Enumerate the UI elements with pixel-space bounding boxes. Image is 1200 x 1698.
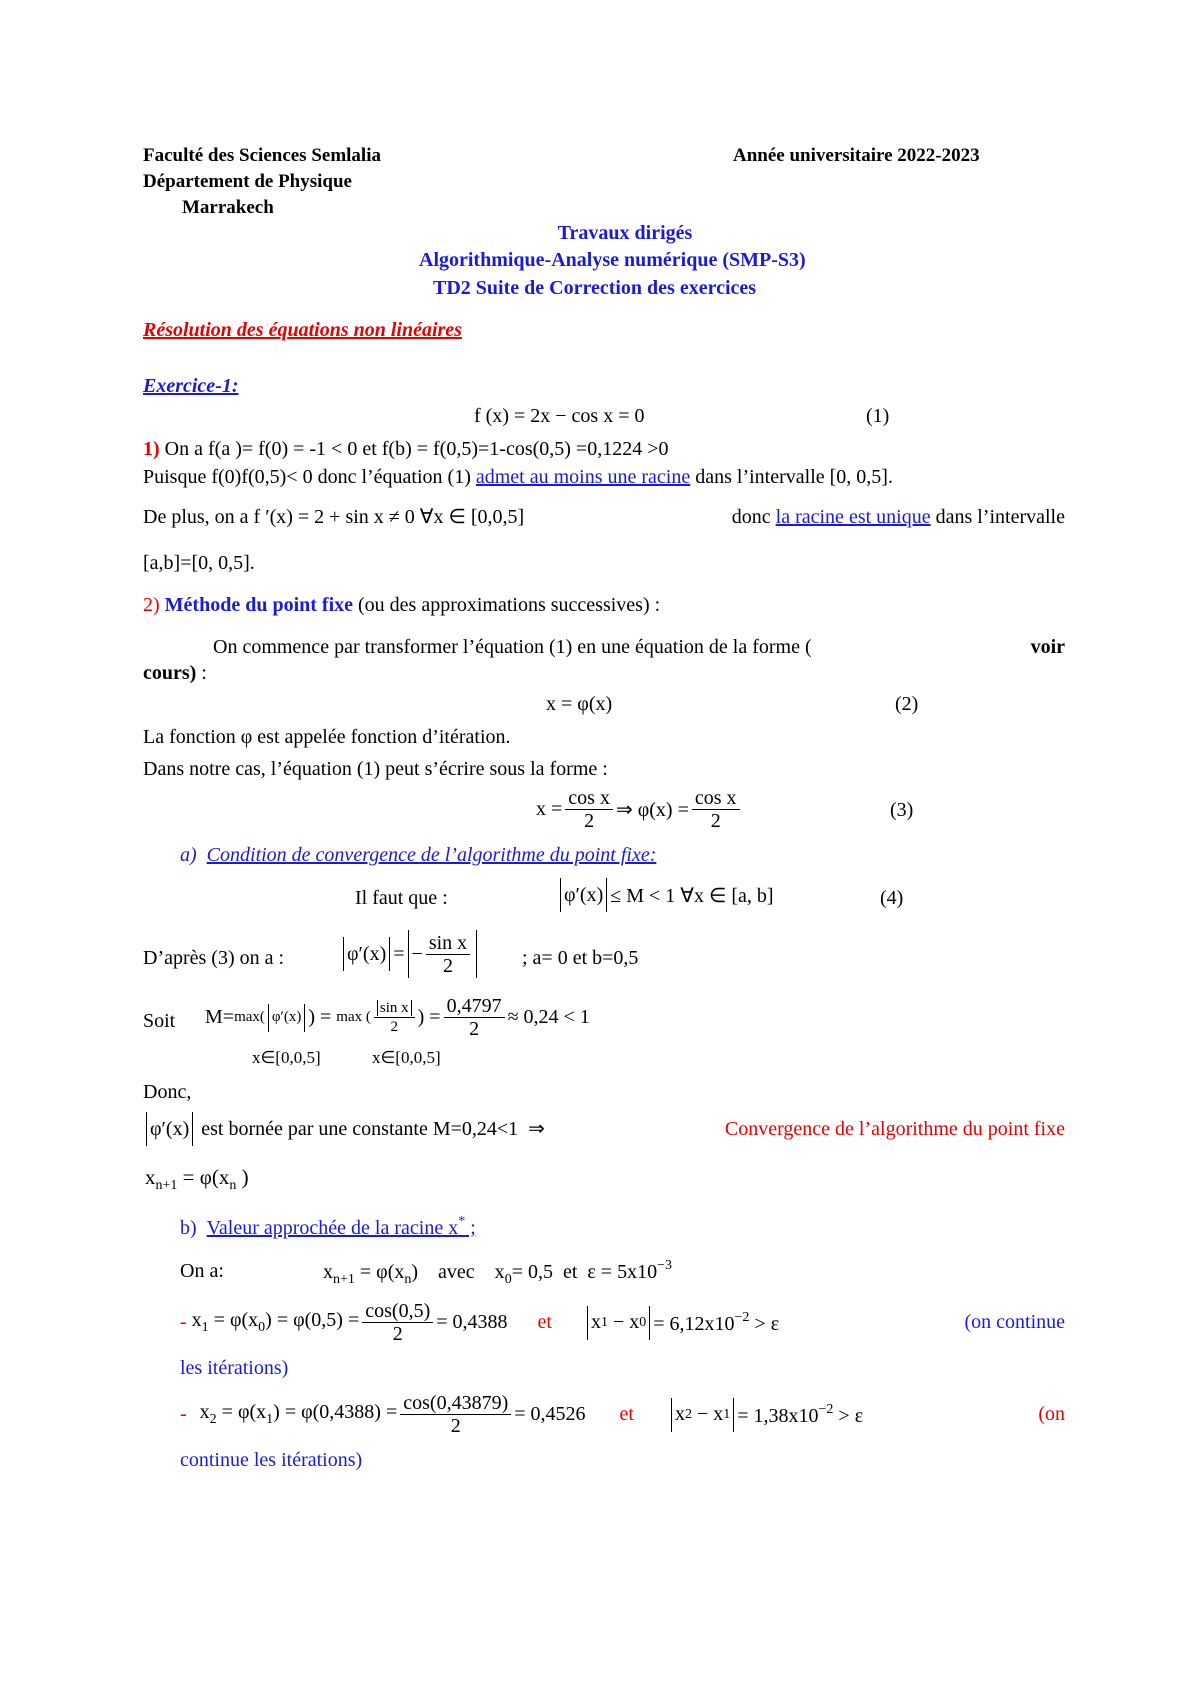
x1-abs-m: − x (607, 1311, 640, 1333)
q2-intro-text: On commence par transformer l’équation (1) en une équation de la forme ( (213, 636, 812, 658)
x1-eq: ) = φ(0,5) = (265, 1309, 360, 1331)
x1-exp: −2 (734, 1309, 750, 1325)
eq3-num-1: cos x (565, 787, 613, 810)
department-name: Département de Physique (143, 171, 352, 192)
qa-heading (180, 843, 1102, 867)
city-name: Marrakech (182, 197, 274, 218)
title-td: Travaux dirigés (557, 222, 693, 244)
soit-inner: φ′(x) (271, 1009, 302, 1025)
ona-mid: = φ(x (354, 1261, 405, 1283)
q2-intro2 (143, 661, 1065, 685)
soit-frac-den: 2 (390, 1019, 398, 1035)
soit-val-den: 2 (469, 1018, 480, 1040)
x1-note: (on continue (964, 1311, 1065, 1333)
qb-title-group (206, 1214, 476, 1239)
borne-line (143, 1112, 1065, 1146)
q1-label: 1) (143, 438, 160, 460)
q2-intro-voir: voir (1030, 636, 1065, 658)
qb-title-end: ; (465, 1217, 476, 1239)
ona-end: ) avec x (411, 1261, 505, 1283)
iter-sub2: n (229, 1178, 237, 1193)
q1-text: On a f(a )= f(0) = -1 < 0 et f(b) = f(0,5)=1-cos(0,5) =0,1224 >0 (159, 438, 669, 460)
x2-sub: 2 (209, 1412, 217, 1427)
x1-res: = 6,12x10 (653, 1312, 735, 1335)
soit-close: ) = (308, 1006, 332, 1028)
condition-4-number: (4) (880, 887, 904, 909)
q2-case: Dans notre cas, l’équation (1) peut s’écrire sous la forme : (143, 758, 608, 780)
equation-3 (536, 787, 743, 832)
equation-1: f (x) = 2x − cos x = 0 (474, 405, 645, 427)
dapres-minus: − (411, 942, 423, 965)
ona-sub3: 0 (504, 1272, 512, 1287)
eq3-den-2: 2 (710, 810, 721, 832)
q1-p2 (143, 465, 1065, 489)
equation-2-number: (2) (895, 693, 919, 715)
qa-title: Condition de convergence de l’algorithme du point fixe: (206, 844, 657, 866)
x1-abs-a: x (590, 1311, 601, 1333)
borne-inner: φ′(x) (150, 1118, 190, 1140)
equation-3-number: (3) (890, 799, 914, 821)
x1-line (180, 1300, 1065, 1345)
borne-red: Convergence de l’algorithme du point fixe (724, 1118, 1065, 1140)
ona-x: x (323, 1261, 333, 1283)
qb-title: Valeur approchée de la racine x (206, 1217, 459, 1239)
donc-label: Donc, (143, 1081, 192, 1103)
soit-label: Soit (143, 1010, 176, 1032)
soit-frac-num: sin x (377, 1000, 412, 1016)
eq3-frac-1 (565, 787, 613, 832)
eq3-mid: ⇒ φ(x) = (615, 799, 689, 821)
x2-abs-m: − x (691, 1403, 724, 1425)
x2-val: = 0,4526 (514, 1403, 586, 1425)
soit-formula (205, 995, 590, 1040)
q1-p3-formula: De plus, on a f ′(x) = 2 + sin x ≠ 0 ∀x ∈ [0,0,5] (143, 506, 525, 528)
qb-label: b) (180, 1217, 197, 1239)
x2-abs-sub2: 2 (684, 1406, 692, 1422)
qa-label: a) (180, 844, 197, 866)
q1-p3-donc: donc (731, 506, 776, 528)
soit-approx: ≈ 0,24 < 1 (507, 1006, 590, 1028)
ona-formula (323, 1258, 672, 1288)
iter-end: ) (236, 1165, 249, 1189)
x2-gt: > ε (833, 1404, 864, 1427)
dapres-inner: φ′(x) (347, 942, 387, 965)
q1-p2-text: Puisque f(0)f(0,5)< 0 donc l’équation (1) (143, 466, 476, 488)
x2-lhs: x (199, 1401, 210, 1423)
q2-definition: La fonction φ est appelée fonction d’itération. (143, 726, 511, 748)
x2-line (180, 1392, 1065, 1437)
section-heading: Résolution des équations non linéaires (143, 319, 462, 341)
qb-title-sup: * (458, 1214, 466, 1229)
x2-note: (on (1038, 1403, 1065, 1425)
x1-sub: 1 (201, 1320, 209, 1335)
title-course: Algorithmique-Analyse numérique (SMP-S3) (419, 249, 806, 271)
soit-val-num: 0,4797 (444, 995, 505, 1018)
iteration-formula (145, 1165, 249, 1194)
x2-eq: ) = φ(0,4388) = (273, 1401, 398, 1423)
x1-note-2: les itérations) (180, 1357, 289, 1379)
cond-inner: φ′(x) (564, 883, 604, 906)
q2-intro1 (213, 635, 1065, 659)
equation-2: x = φ(x) (546, 693, 613, 715)
ona-label: On a: (180, 1260, 224, 1282)
q2-rest: (ou des approximations successives) : (353, 594, 661, 616)
q1-line (143, 437, 1065, 461)
x2-sub1: 1 (266, 1412, 274, 1427)
dapres-label: D’après (3) on a : (143, 947, 285, 969)
ona-exp: −3 (657, 1258, 672, 1273)
dapres-formula (340, 930, 480, 978)
iter-x: x (145, 1165, 156, 1189)
soit-under-2: x∈[0,0,5] (372, 1048, 441, 1067)
x1-abs-sub0: 0 (639, 1314, 647, 1330)
dapres-den: 2 (442, 954, 453, 977)
ona-val: = 0,5 et ε = 5x10 (511, 1261, 658, 1283)
x1-et: et (537, 1311, 552, 1333)
equation-1-number: (1) (866, 405, 890, 427)
x1-den: 2 (392, 1323, 403, 1345)
x2-dash: - (180, 1403, 192, 1425)
soit-under-1: x∈[0,0,5] (252, 1048, 321, 1067)
x1-val: = 0,4388 (436, 1311, 508, 1333)
dapres-tail: ; a= 0 et b=0,5 (522, 947, 639, 969)
ona-sub2: n (404, 1272, 412, 1287)
q2-intro-cours: cours) (143, 662, 197, 684)
q1-link-unique: la racine est unique (775, 506, 931, 528)
iter-mid: = φ(x (177, 1165, 230, 1189)
qb-heading (180, 1210, 1102, 1240)
x1-mid: = φ(x (208, 1309, 259, 1331)
x2-den: 2 (450, 1415, 461, 1437)
x2-num: cos(0,43879) (400, 1392, 511, 1415)
ona-sub: n+1 (333, 1272, 355, 1287)
eq3-den-1: 2 (584, 810, 595, 832)
soit-close2: ) = (417, 1006, 441, 1028)
q1-p3 (143, 505, 1065, 529)
q1-link-racine: admet au moins une racine (475, 466, 691, 488)
q2-heading (143, 593, 1065, 617)
x2-abs-sub1: 1 (723, 1406, 731, 1422)
academic-year: Année universitaire 2022-2023 (733, 145, 980, 166)
x2-mid: = φ(x (216, 1401, 267, 1423)
soit-max2: max ( (336, 1009, 371, 1025)
exercise-heading: Exercice-1: (143, 375, 239, 397)
x1-abs-sub1: 1 (600, 1314, 608, 1330)
x1-dash: - (180, 1311, 192, 1333)
iter-sub: n+1 (155, 1178, 178, 1193)
eq3-num-2: cos x (692, 787, 740, 810)
q1-p3-end: dans l’intervalle (930, 506, 1065, 528)
q2-label: 2) (143, 594, 165, 616)
x2-note-2 (180, 1449, 362, 1472)
eq3-lhs: x = (536, 798, 563, 820)
cond-rest: ≤ M < 1 ∀x ∈ [a, b] (610, 884, 774, 907)
faculty-name: Faculté des Sciences Semlalia (143, 145, 381, 166)
title-correction: TD2 Suite de Correction des exercices (433, 277, 757, 299)
soit-max1: max( (234, 1009, 265, 1025)
x1-lhs: x (191, 1309, 202, 1331)
soit-m: M= (205, 1006, 235, 1028)
condition-4 (557, 878, 774, 912)
x2-abs-a: x (674, 1403, 685, 1425)
x2-et: et (619, 1403, 634, 1425)
q1-p2-end: dans l’intervalle [0, 0,5]. (690, 466, 893, 488)
eq3-frac-2 (692, 787, 740, 832)
x1-gt: > ε (749, 1312, 780, 1335)
x2-note-2-text: continue les itérations) (180, 1449, 363, 1471)
x2-exp: −2 (818, 1401, 834, 1417)
q1-p4: [a,b]=[0, 0,5]. (143, 552, 255, 574)
x1-sub0: 0 (258, 1320, 266, 1335)
q2-intro-colon: : (196, 662, 207, 684)
dapres-eq: = (393, 942, 405, 965)
qa-il-faut: Il faut que : (355, 887, 448, 909)
q2-title: Méthode du point fixe (164, 594, 354, 616)
dapres-num: sin x (426, 932, 470, 955)
borne-text: est bornée par une constante M=0,24<1 ⇒ (196, 1118, 550, 1140)
x1-num: cos(0,5) (362, 1300, 433, 1323)
x2-res: = 1,38x10 (737, 1404, 819, 1427)
